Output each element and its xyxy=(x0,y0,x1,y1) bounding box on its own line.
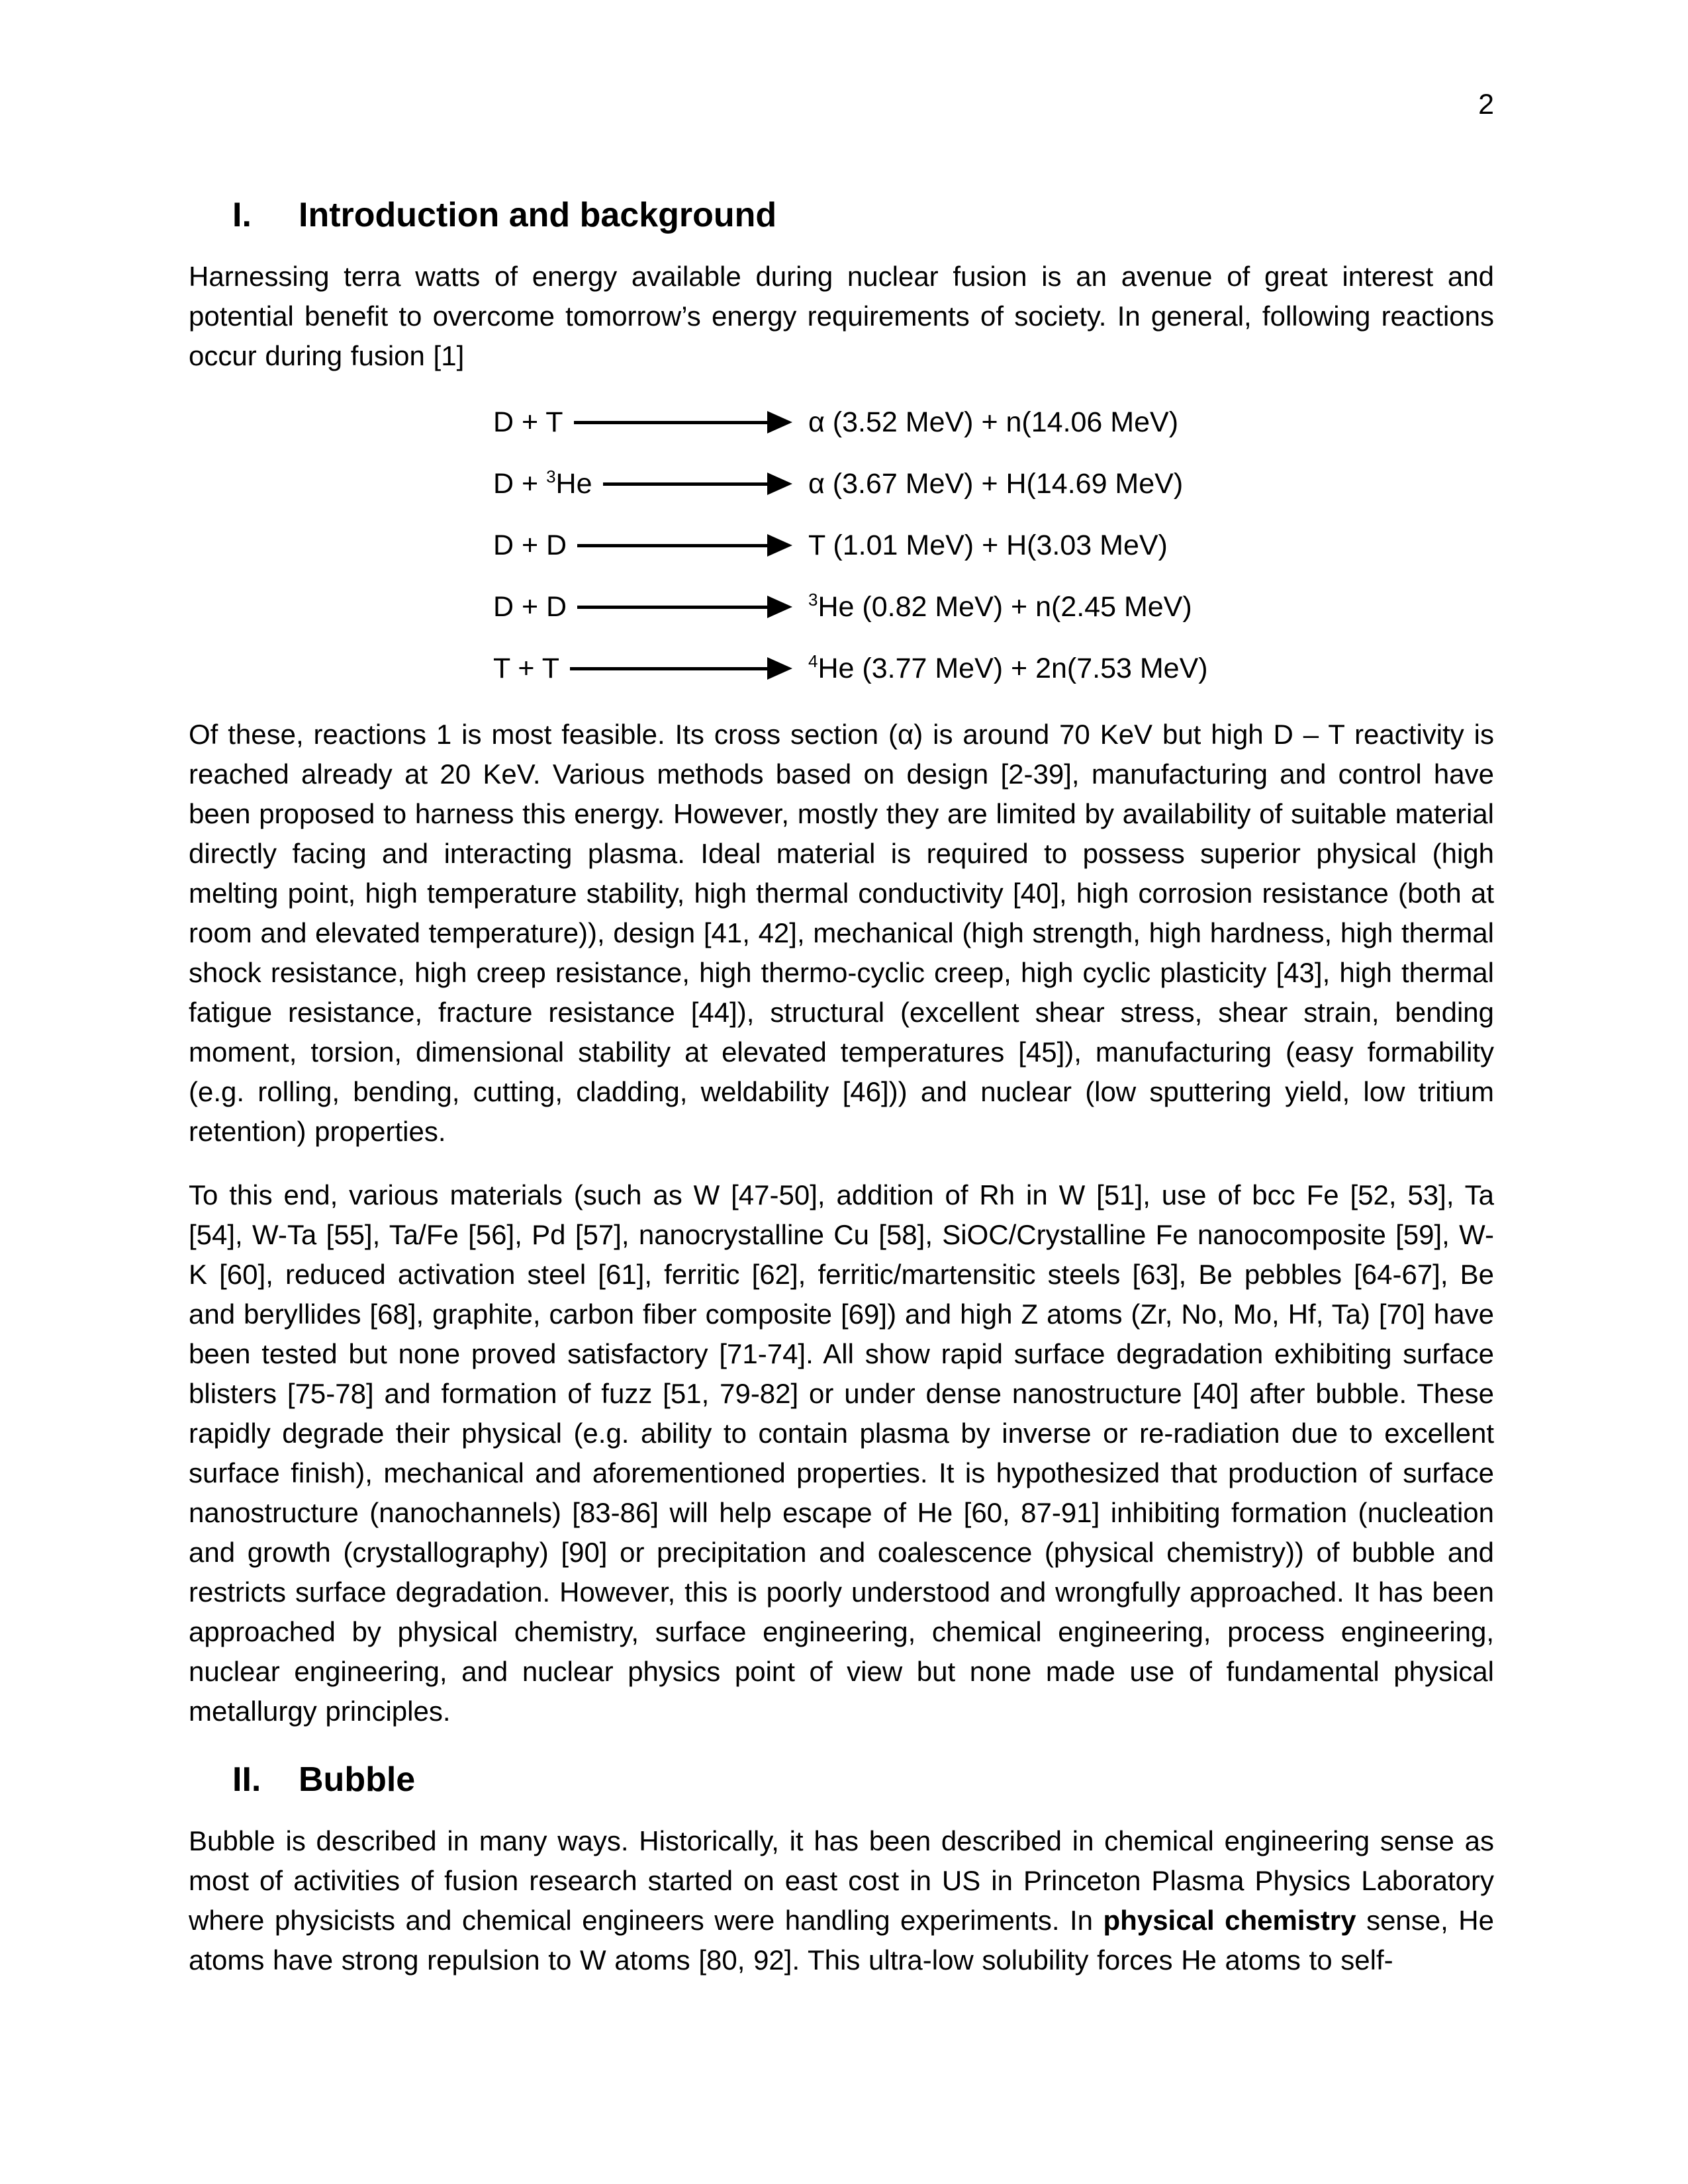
arrow-line xyxy=(577,606,767,609)
arrow-head xyxy=(767,473,792,495)
arrow-head xyxy=(767,657,792,680)
right-arrow-icon xyxy=(577,533,792,557)
paragraph-bubble xyxy=(189,1821,1494,1980)
arrow-line xyxy=(577,544,767,547)
equation-row xyxy=(493,464,1494,504)
paragraph-bubble-before: Bubble is described in many ways. Historically, it has been described in chemical engineering sense as most of activities of fusion research started on east cost in US in Princeton Plasma Physics Laboratory where physicists and chemical engineers were handling experiments. In xyxy=(189,1825,1494,1936)
section-heading-introduction xyxy=(189,195,1494,236)
arrow-head xyxy=(767,411,792,433)
right-arrow-icon xyxy=(603,472,793,496)
paragraph-feasibility: Of these, reactions 1 is most feasible. Its cross section (α) is around 70 KeV but high D – T reactivity is reached already at 20 KeV. Various methods based on design [2-39], manufacturing and control have been proposed to harness this energy. However, mostly they are limited by availability of suitable material directly facing and interacting plasma. Ideal material is required to possess superior physical (high melting point, high temperature stability, high thermal conductivity [40], high corrosion resistance (both at room and elevated temperature)), design [41, 42], mechanical (high strength, high hardness, high thermal shock resistance, high creep resistance, high thermo-cyclic creep, high cyclic plasticity [43], high thermal fatigue resistance, fracture resistance [44]), structural (excellent shear stress, shear strain, bending moment, torsion, dimensional stability at elevated temperatures [45]), manufacturing (easy formability (e.g. rolling, bending, cutting, cladding, weldability [46])) and nuclear (low sputtering yield, low tritium retention) properties. xyxy=(189,719,1494,1147)
equation-products: $^3$He (0.82 MeV) + n(2.45 MeV) xyxy=(808,589,1192,623)
right-arrow-icon xyxy=(570,657,792,680)
section-heading-bubble xyxy=(189,1759,1494,1800)
arrow-line xyxy=(570,667,767,670)
paragraph-bubble-after: sense, He atoms have strong repulsion to W atoms [80, 92]. This ultra-low solubility forces He atoms to self- xyxy=(189,1905,1494,1976)
paragraph-intro: Harnessing terra watts of energy available during nuclear fusion is an avenue of great interest and potential benefit to overcome tomorrow’s energy requirements of society. In general, following reactions occur during fusion [1] xyxy=(189,261,1494,371)
superscript: 3 xyxy=(808,589,818,610)
equation-left-side xyxy=(493,406,792,439)
section-title: Bubble xyxy=(299,1760,416,1799)
equation-left-side xyxy=(493,591,792,623)
right-arrow-icon xyxy=(574,410,792,434)
equation-row xyxy=(493,649,1494,688)
superscript: 4 xyxy=(808,651,818,671)
equation-row xyxy=(493,402,1494,442)
equation-products: T (1.01 MeV) + H(3.03 MeV) xyxy=(808,529,1168,561)
arrow-head xyxy=(767,596,792,618)
equation-row xyxy=(493,587,1494,627)
equation-products: α (3.67 MeV) + H(14.69 MeV) xyxy=(808,467,1184,500)
section-title: Introduction and background xyxy=(299,196,777,234)
section-numeral: II. xyxy=(232,1760,261,1799)
emphasis-physical-chemistry: physical chemistry xyxy=(1103,1905,1356,1936)
equation-reactants: D + D xyxy=(493,529,567,561)
equation-left-side xyxy=(493,653,792,685)
page-number: 2 xyxy=(1478,89,1494,120)
equation-row xyxy=(493,525,1494,565)
equation-products: $^4$He (3.77 MeV) + 2n(7.53 MeV) xyxy=(808,651,1208,684)
equation-reactants: T + T xyxy=(493,652,559,684)
right-arrow-icon xyxy=(577,595,792,619)
equation-left-side xyxy=(493,468,792,500)
superscript: 3 xyxy=(546,466,556,486)
equation-reactants: D + D xyxy=(493,590,567,623)
equation-reactants: D + $^3$He xyxy=(493,466,592,500)
equation-reactants: D + T xyxy=(493,406,563,438)
section-numeral: I. xyxy=(232,196,252,234)
paragraph-materials: To this end, various materials (such as W [47-50], addition of Rh in W [51], use of bcc Fe [52, 53], Ta [54], W-Ta [55], Ta/Fe [56], Pd [57], nanocrystalline Cu [58], SiOC/Crystalline Fe nanocomposite [59], W-K [60], reduced activation steel [61], ferritic [62], ferritic/martensitic steels [63], Be pebbles [64-67], Be and beryllides [68], graphite, carbon fiber composite [69]) and high Z atoms (Zr, No, Mo, Hf, Ta) [70] have been tested but none proved satisfactory [71-74]. All show rapid surface degradation exhibiting surface blisters [75-78] and formation of fuzz [51, 79-82] or under dense nanostructure [40] after bubble. These rapidly degrade their physical (e.g. ability to contain plasma by inverse or re-radiation due to excellent surface finish), mechanical and aforementioned properties. It is hypothesized that production of surface nanostructure (nanochannels) [83-86] will help escape of He [60, 87-91] inhibiting formation (nucleation and growth (crystallography) [90] or precipitation and coalescence (physical chemistry)) of bubble and restricts surface degradation. However, this is poorly understood and wrongfully approached. It has been approached by physical chemistry, surface engineering, chemical engineering, process engineering, nuclear engineering, and nuclear physics point of view but none made use of fundamental physical metallurgy principles. xyxy=(189,1179,1494,1727)
arrow-line xyxy=(574,421,767,424)
reaction-equations xyxy=(493,402,1494,688)
arrow-line xyxy=(603,482,768,486)
arrow-head xyxy=(767,534,792,557)
equation-left-side xyxy=(493,529,792,562)
equation-products: α (3.52 MeV) + n(14.06 MeV) xyxy=(808,406,1179,438)
